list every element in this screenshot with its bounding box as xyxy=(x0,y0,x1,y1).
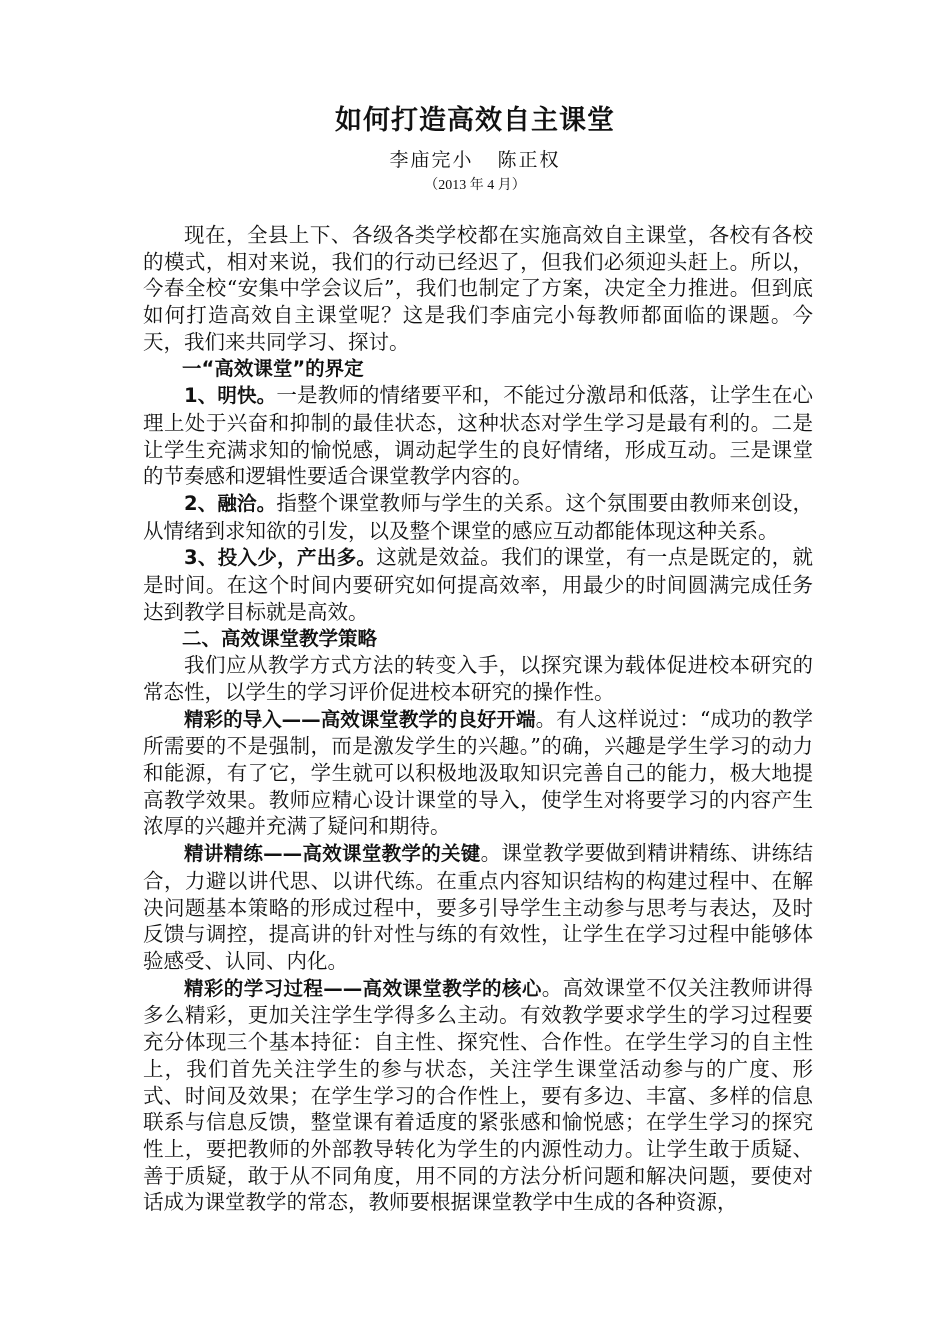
strategy-label: 精彩的学习过程——高效课堂教学的核心 xyxy=(184,976,542,1000)
item-text: 一是教师的情绪要平和，不能过分激昂和低落，让学生在心理上处于兴奋和抑制的最佳状态，这种状态对学生学习是最有利的。二是让学生充满求知的愉悦感，调动起学生的良好情绪，形成互动。三是课堂的节奏感和逻辑性要适合课堂教学内容的。 xyxy=(143,383,813,489)
document-author: 李庙完小 陈正权 xyxy=(389,149,561,171)
intro-paragraph: 现在，全县上下、各级各类学校都在实施高效自主课堂，各校有各校的模式，相对来说，我们的行动已经迟了，但我们必须迎头赶上。所以，今春全校“安集中学会议后”，我们也制定了方案，决定全力推进。但到底如何打造高效自主课堂呢？这是我们李庙完小每教师都面临的课题。今天，我们来共同学习、探讨。 xyxy=(143,223,813,354)
strategy-paragraph-2 xyxy=(143,840,813,975)
item-label: 3、投入少，产出多。 xyxy=(184,546,377,570)
strategy-label: 精讲精练——高效课堂教学的关键 xyxy=(184,842,481,866)
definition-item-1 xyxy=(143,382,813,490)
definition-item-3 xyxy=(143,544,813,625)
item-text: 这就是效益。我们的课堂，有一点是既定的，就是时间。在这个时间内要研究如何提高效率，用最少的时间圆满完成任务达到教学目标就是高效。 xyxy=(143,545,813,624)
strategy-paragraph-1 xyxy=(143,706,813,841)
item-label: 1、明快。 xyxy=(184,384,277,408)
section2-intro-paragraph: 我们应从教学方式方法的转变入手，以探究课为载体促进校本研究的常态性，以学生的学习评价促进校本研究的操作性。 xyxy=(143,653,813,704)
definition-item-2 xyxy=(143,490,813,544)
strategy-text: 。高效课堂不仅关注教师讲得多么精彩，更加关注学生学得多么主动。有效教学要求学生的学习过程要充分体现三个基本持征：自主性、探究性、合作性。在学生学习的自主性上，我们首先关注学生的参与状态，关注学生课堂活动参与的广度、形式、时间及效果；在学生学习的合作性上，要有多边、丰富、多样的信息联系与信息反馈，整堂课有着适度的紧张感和愉悦感；在学生学习的探究性上，要把教师的外部教导转化为学生的内源性动力。让学生敢于质疑、善于质疑，敢于从不同角度，用不同的方法分析问题和解决问题，要使对话成为课堂教学的常态，教师要根据课堂教学中生成的各种资源， xyxy=(143,975,813,1215)
document-title: 如何打造高效自主课堂 xyxy=(335,105,615,136)
item-label: 2、融洽。 xyxy=(184,492,277,516)
strategy-text: 。有人这样说过：“成功的教学所需要的不是强制，而是激发学生的兴趣。”的确，兴趣是学生学习的动力和能源，有了它，学生就可以积极地汲取知识完善自己的能力，极大地提高教学效果。教师应精心设计课堂的导入，使学生对将要学习的内容产生浓厚的兴趣并充满了疑问和期待。 xyxy=(143,706,813,839)
strategy-label: 精彩的导入——高效课堂教学的良好开端 xyxy=(184,707,536,731)
section-heading-2: 二、高效课堂教学策略 xyxy=(182,626,378,650)
section-heading-1: 一“高效课堂”的界定 xyxy=(182,356,364,380)
strategy-paragraph-3 xyxy=(143,975,813,1216)
document-body xyxy=(143,222,813,1216)
item-text: 指整个课堂教师与学生的关系。这个氛围要由教师来创设，从情绪到求知欲的引发，以及整个课堂的感应互动都能体现这种关系。 xyxy=(143,491,813,543)
strategy-text: 。课堂教学要做到精讲精练、讲练结合，力避以讲代思、以讲代练。在重点内容知识结构的构建过程中、在解决问题基本策略的形成过程中，要多引导学生主动参与思考与表达，及时反馈与调控，提高讲的针对性与练的有效性，让学生在学习过程中能够体验感受、认同、内化。 xyxy=(143,841,813,973)
document-date: （2013 年 4 月） xyxy=(424,178,526,193)
